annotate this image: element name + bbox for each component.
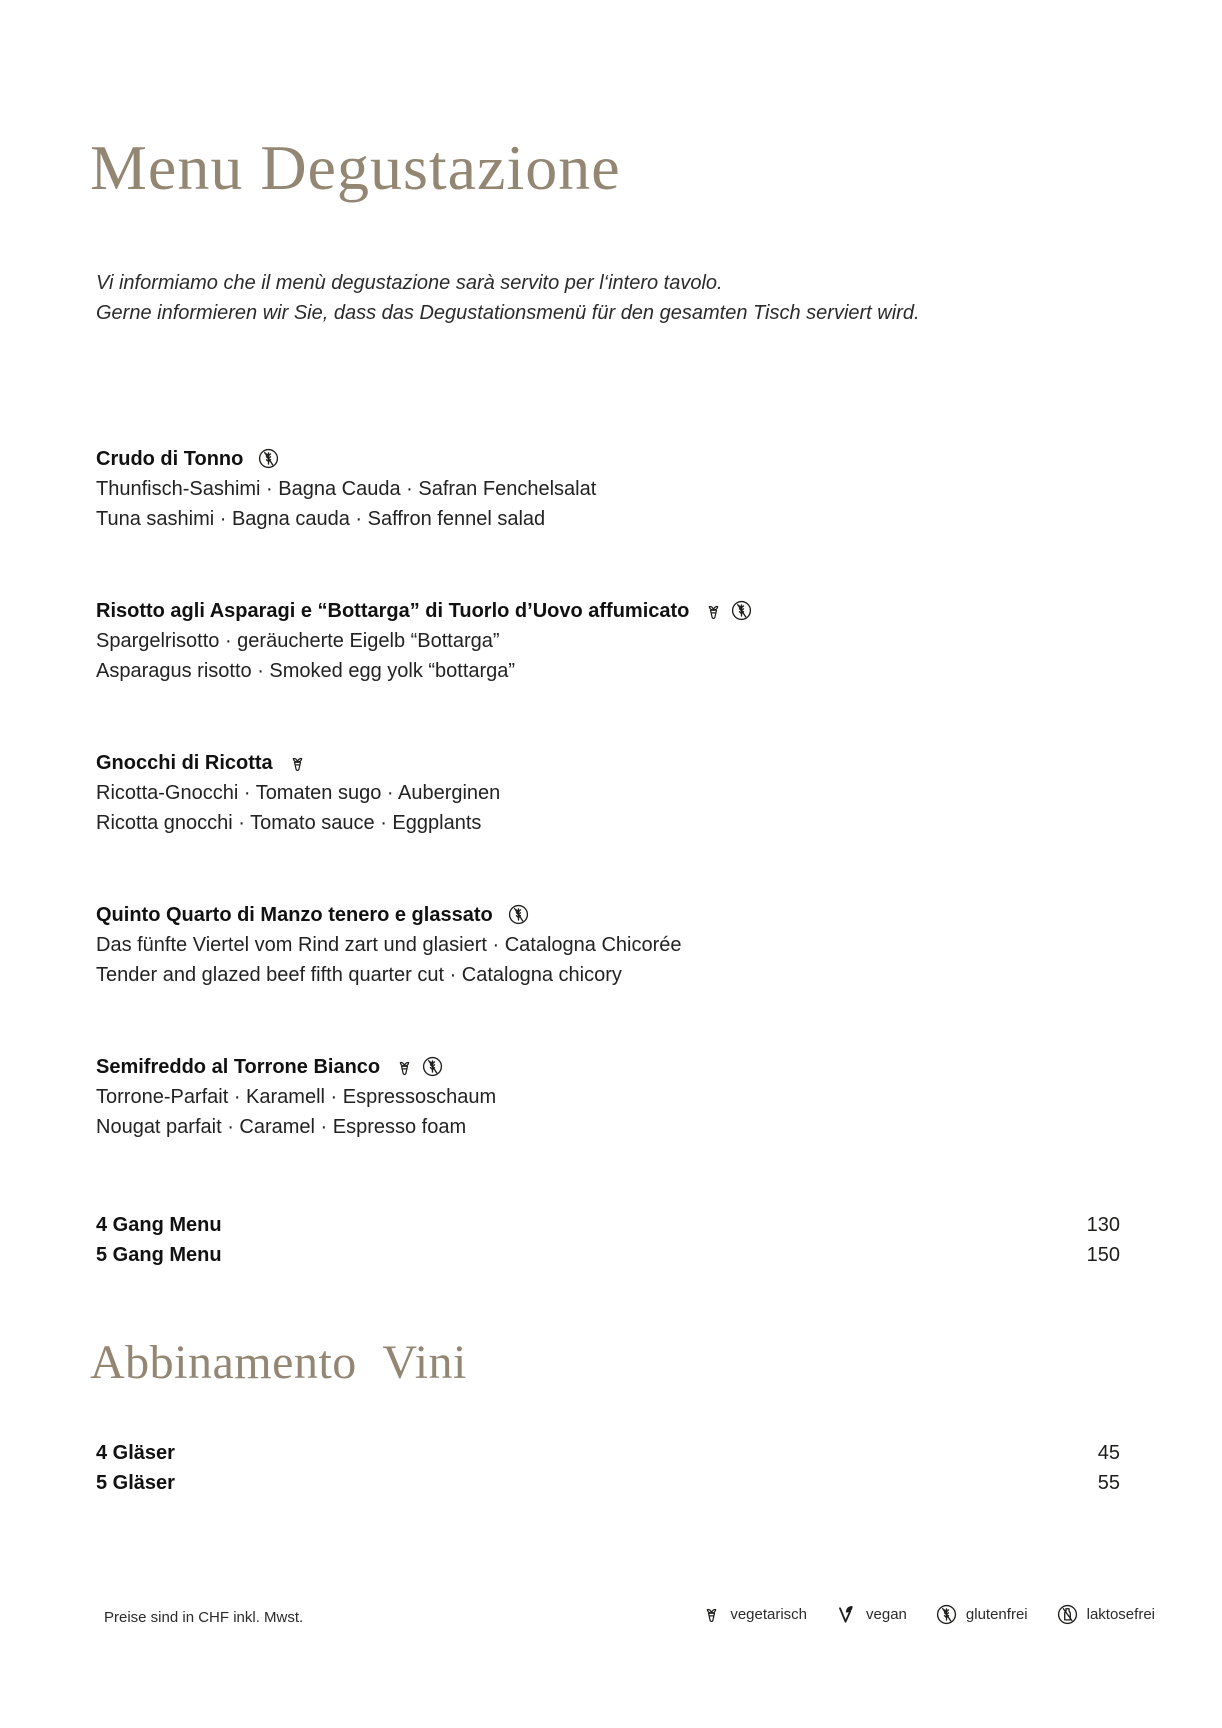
- wine-4-glasses-label: 4 Gläser: [96, 1442, 175, 1464]
- course-item: [96, 596, 1122, 686]
- vegetarisch-icon: [701, 1604, 722, 1625]
- course-description-german: Spargelrisotto · geräucherte Eigelb “Bottarga”: [96, 630, 500, 652]
- glutenfrei-icon: [507, 903, 530, 926]
- course-description-english: Asparagus risotto · Smoked egg yolk “bottarga”: [96, 660, 516, 682]
- legend-label: vegan: [866, 1605, 907, 1623]
- course-item: [96, 444, 1122, 534]
- course-title: [96, 900, 1122, 930]
- course-item: [96, 1052, 1122, 1142]
- diet-legend: [701, 1598, 1155, 1630]
- menu-4-gang-price: 130: [1086, 1214, 1120, 1236]
- course-description-english: Tuna sashimi · Bagna cauda · Saffron fennel salad: [96, 508, 546, 530]
- glutenfrei-icon: [421, 1055, 444, 1078]
- legend-item-laktosefrei: [1056, 1603, 1155, 1626]
- glutenfrei-icon: [257, 447, 280, 470]
- legend-label: laktosefrei: [1086, 1605, 1155, 1623]
- course-diet-icons: [257, 444, 286, 474]
- menu-4-gang-label: 4 Gang Menu: [96, 1214, 222, 1236]
- legend-item-vegan: [835, 1603, 907, 1626]
- vat-note: Preise sind in CHF inkl. Mwst.: [104, 1609, 304, 1626]
- legend-item-glutenfrei: [935, 1603, 1028, 1626]
- course-name: Gnocchi di Ricotta: [96, 752, 273, 774]
- laktosefrei-icon: [1056, 1603, 1079, 1626]
- glutenfrei-icon: [935, 1603, 958, 1626]
- course-description-english: Ricotta gnocchi · Tomato sauce · Eggplants: [96, 812, 482, 834]
- course-diet-icons: [394, 1052, 450, 1082]
- legend-label: glutenfrei: [965, 1605, 1028, 1623]
- price-row-5-glasses: [96, 1468, 1120, 1498]
- intro-note: [96, 268, 1122, 328]
- wine-4-glasses-price: 45: [1097, 1442, 1120, 1464]
- wine-price-list: [96, 1438, 1120, 1498]
- intro-line-italian: Vi informiamo che il menù degustazione sarà servito per l‘intero tavolo.: [96, 272, 723, 294]
- course-description-english: Tender and glazed beef fifth quarter cut · Catalogna chicory: [96, 964, 622, 986]
- course-name: Quinto Quarto di Manzo tenero e glassato: [96, 904, 493, 926]
- course-title: [96, 748, 1122, 778]
- price-row-4-glasses: [96, 1438, 1120, 1468]
- course-diet-icons: [703, 596, 759, 626]
- price-row-5-gang: [96, 1240, 1120, 1270]
- vegan-icon: [835, 1603, 858, 1626]
- vegetarisch-icon: [394, 1057, 415, 1078]
- course-list: [96, 444, 1122, 1204]
- menu-5-gang-price: 150: [1086, 1244, 1120, 1266]
- course-description-english: Nougat parfait · Caramel · Espresso foam: [96, 1116, 467, 1138]
- menu-5-gang-label: 5 Gang Menu: [96, 1244, 222, 1266]
- legend-item-vegetarisch: [701, 1604, 807, 1625]
- course-item: [96, 748, 1122, 838]
- course-name: Risotto agli Asparagi e “Bottarga” di Tuorlo d’Uovo affumicato: [96, 600, 690, 622]
- wine-pairing-title: Abbinamento Vini: [90, 1336, 467, 1389]
- course-description-german: Thunfisch-Sashimi · Bagna Cauda · Safran Fenchelsalat: [96, 478, 597, 500]
- course-diet-icons: [287, 748, 314, 778]
- glutenfrei-icon: [730, 599, 753, 622]
- menu-price-list: [96, 1210, 1120, 1270]
- course-item: [96, 900, 1122, 990]
- course-diet-icons: [507, 900, 536, 930]
- course-name: Semifreddo al Torrone Bianco: [96, 1056, 381, 1078]
- intro-line-german: Gerne informieren wir Sie, dass das Degustationsmenü für den gesamten Tisch serviert wird.: [96, 302, 920, 324]
- wine-5-glasses-label: 5 Gläser: [96, 1472, 175, 1494]
- course-title: [96, 1052, 1122, 1082]
- course-description-german: Ricotta-Gnocchi · Tomaten sugo · Auberginen: [96, 782, 501, 804]
- legend-label: vegetarisch: [730, 1605, 808, 1623]
- course-description-german: Torrone-Parfait · Karamell · Espressoschaum: [96, 1086, 497, 1108]
- page-title: Menu Degustazione: [90, 132, 621, 203]
- course-description-german: Das fünfte Viertel vom Rind zart und glasiert · Catalogna Chicorée: [96, 934, 682, 956]
- price-row-4-gang: [96, 1210, 1120, 1240]
- vegetarisch-icon: [287, 753, 308, 774]
- wine-5-glasses-price: 55: [1097, 1472, 1120, 1494]
- course-name: Crudo di Tonno: [96, 448, 244, 470]
- course-title: [96, 444, 1122, 474]
- vegetarisch-icon: [703, 601, 724, 622]
- course-title: [96, 596, 1122, 626]
